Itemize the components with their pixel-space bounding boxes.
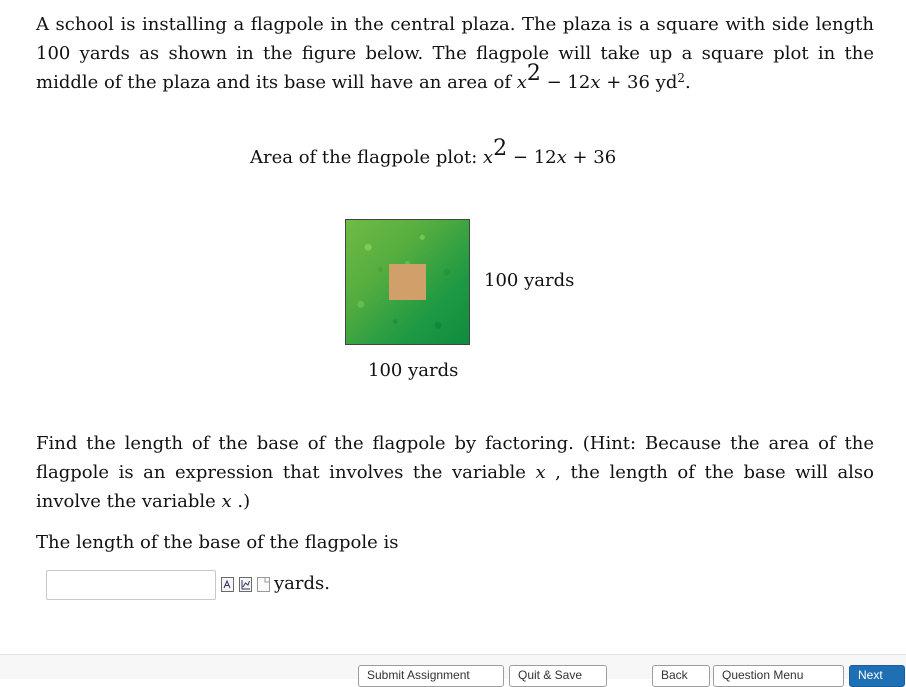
area-var2: x: [556, 147, 567, 168]
intro-unit: yd: [649, 72, 678, 93]
question-menu-button[interactable]: Question Menu: [713, 665, 844, 687]
intro-expr-middle: − 12: [540, 72, 591, 93]
equation-editor-icon[interactable]: [221, 577, 234, 592]
plaza-side-label: 100 yards: [484, 270, 575, 291]
intro-unit-exponent: 2: [677, 71, 685, 85]
prompt-var-2: x: [221, 491, 232, 512]
intro-expr-tail: + 36: [600, 72, 650, 93]
quit-save-button[interactable]: Quit & Save: [509, 665, 607, 687]
area-expr-middle: − 12: [507, 147, 557, 168]
plaza-square: [345, 219, 470, 345]
area-exponent: 2: [493, 136, 508, 161]
prompt-text-1: Find the length of the base of the flagpole by factoring. (Hint: Because the area of the flagpole is an expression that involves the variable: [36, 433, 874, 483]
intro-text: A school is installing a flagpole in the central plaza. The plaza is a square with side length 100 yards as shown in the figure below. The flagpole will take up a square plot in the middle of the plaza and its base will have an area of: [36, 14, 874, 93]
intro-var2: x: [590, 72, 601, 93]
intro-exponent: 2: [526, 61, 541, 86]
plaza-bottom-label: 100 yards: [368, 360, 459, 381]
intro-var: x: [516, 72, 527, 93]
submit-assignment-button[interactable]: Submit Assignment: [358, 665, 504, 687]
answer-prompt: The length of the base of the flagpole is: [36, 532, 399, 553]
area-label: [250, 136, 617, 172]
prompt-text-2: , the length of the base will also involve the variable: [36, 462, 875, 512]
blank-page-icon[interactable]: [257, 577, 270, 592]
back-button[interactable]: Back: [652, 665, 710, 687]
area-expr-tail: + 36: [566, 147, 617, 168]
area-label-prefix: Area of the flagpole plot:: [250, 147, 484, 168]
flagpole-plot: [389, 264, 426, 300]
answer-input[interactable]: [46, 570, 216, 600]
prompt-var-1: x: [535, 462, 546, 483]
question-prompt: [36, 429, 874, 516]
area-var: x: [483, 147, 494, 168]
prompt-text-3: .): [231, 491, 251, 512]
next-button[interactable]: Next: [849, 665, 905, 687]
problem-intro: [36, 10, 874, 97]
graph-tool-icon[interactable]: [239, 577, 252, 592]
intro-end: .: [684, 72, 691, 93]
footer-bar: [0, 654, 906, 682]
answer-units: yards.: [274, 573, 330, 594]
